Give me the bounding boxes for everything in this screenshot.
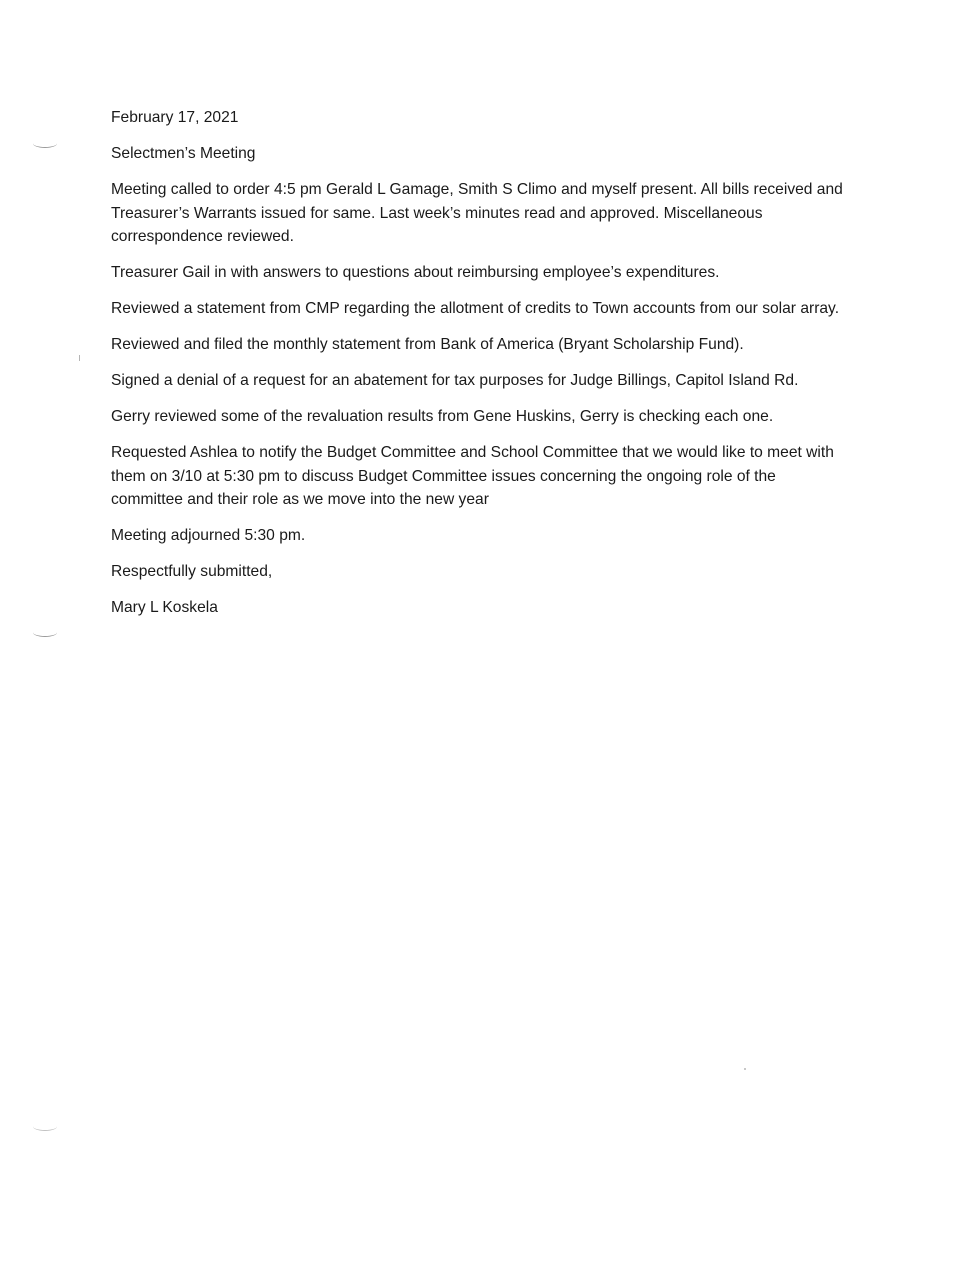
paragraph-adjourned: Meeting adjourned 5:30 pm. xyxy=(111,527,306,544)
closing-line: Respectfully submitted, xyxy=(111,563,273,580)
paragraph-revaluation: Gerry reviewed some of the revaluation results from Gene Huskins, Gerry is checking each one. xyxy=(111,408,774,425)
document-title: Selectmen’s Meeting xyxy=(111,145,256,162)
scan-speck xyxy=(744,1068,746,1070)
hole-punch-mark xyxy=(33,628,57,637)
document-body xyxy=(111,106,851,632)
document-date: February 17, 2021 xyxy=(111,109,239,126)
paragraph-abatement-denial: Signed a denial of a request for an abatement for tax purposes for Judge Billings, Capitol Island Rd. xyxy=(111,372,799,389)
paragraph-treasurer: Treasurer Gail in with answers to questions about reimbursing employee’s expenditures. xyxy=(111,264,720,281)
paragraph-committee-meeting: Requested Ashlea to notify the Budget Committee and School Committee that we would like to meet with them on 3/10 at 5:30 pm to discuss Budget Committee issues concerning the ongoing role of the committee and their role as we move into the new year xyxy=(111,444,834,508)
hole-punch-mark xyxy=(33,1122,57,1131)
scan-speck xyxy=(79,355,80,361)
paragraph-call-to-order: Meeting called to order 4:5 pm Gerald L Gamage, Smith S Climo and myself present. All bills received and Treasurer’s Warrants issued for same. Last week’s minutes read and approved. Miscellaneous correspondence reviewed. xyxy=(111,181,843,245)
hole-punch-mark xyxy=(33,139,57,148)
paragraph-bank-statement: Reviewed and filed the monthly statement from Bank of America (Bryant Scholarship Fund). xyxy=(111,336,744,353)
paragraph-cmp-statement: Reviewed a statement from CMP regarding the allotment of credits to Town accounts from our solar array. xyxy=(111,300,840,317)
signature-name: Mary L Koskela xyxy=(111,599,218,616)
